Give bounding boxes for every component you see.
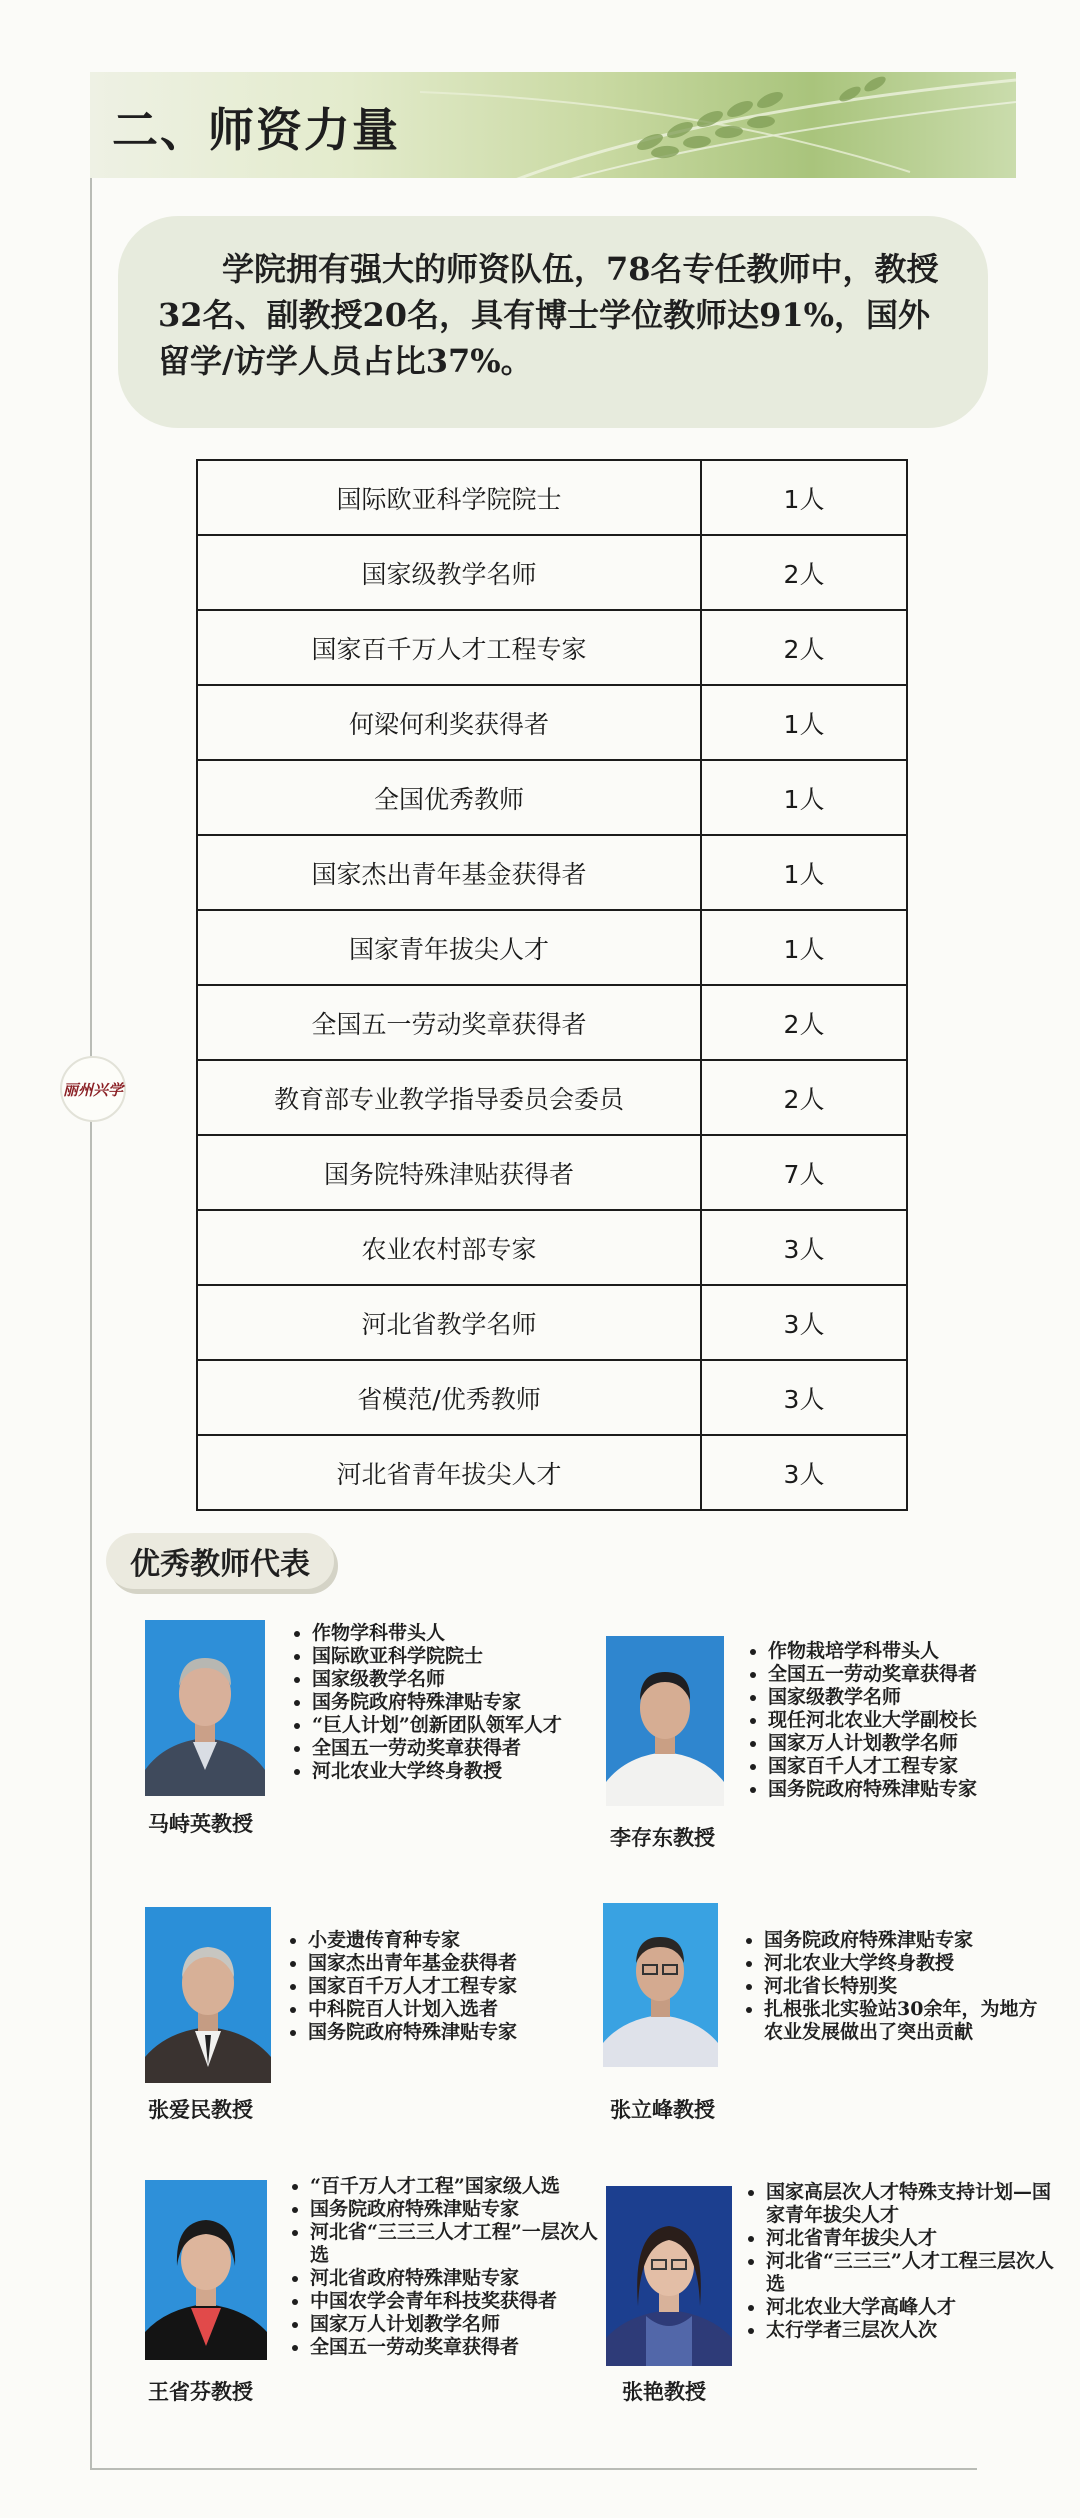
list-item: • 国家百千万人才工程专家 bbox=[308, 1975, 598, 1998]
table-row bbox=[197, 760, 907, 835]
list-item: • 河北农业大学终身教授 bbox=[312, 1760, 592, 1783]
honor-title: 全国优秀教师 bbox=[197, 760, 701, 835]
teacher-name: 李存东教授 bbox=[610, 1825, 715, 1850]
list-item: • 国家级教学名师 bbox=[768, 1686, 1068, 1709]
list-item: • 国务院政府特殊津贴专家 bbox=[310, 2198, 600, 2221]
honor-count: 2人 bbox=[701, 985, 907, 1060]
honor-count: 3人 bbox=[701, 1210, 907, 1285]
teacher-honor-list bbox=[740, 2181, 1066, 2342]
honor-title: 全国五一劳动奖章获得者 bbox=[197, 985, 701, 1060]
honor-title: 教育部专业教学指导委员会委员 bbox=[197, 1060, 701, 1135]
honor-title: 国家百千万人才工程专家 bbox=[197, 610, 701, 685]
honor-title: 河北省教学名师 bbox=[197, 1285, 701, 1360]
honor-count: 3人 bbox=[701, 1285, 907, 1360]
list-item: • 河北省政府特殊津贴专家 bbox=[310, 2267, 600, 2290]
teacher-name: 张艳教授 bbox=[622, 2379, 706, 2404]
honor-count: 2人 bbox=[701, 535, 907, 610]
honor-count: 1人 bbox=[701, 910, 907, 985]
honor-title: 河北省青年拔尖人才 bbox=[197, 1435, 701, 1510]
list-item: • “百千万人才工程”国家级人选 bbox=[310, 2175, 600, 2198]
honor-title: 国家杰出青年基金获得者 bbox=[197, 835, 701, 910]
honor-count: 1人 bbox=[701, 760, 907, 835]
honor-title: 何梁何利奖获得者 bbox=[197, 685, 701, 760]
table-row bbox=[197, 1060, 907, 1135]
honor-title: 国务院特殊津贴获得者 bbox=[197, 1135, 701, 1210]
teacher-photo bbox=[606, 1636, 724, 1806]
table-row bbox=[197, 1360, 907, 1435]
list-item: • 中科院百人计划入选者 bbox=[308, 1998, 598, 2021]
honor-count: 2人 bbox=[701, 610, 907, 685]
honors-table bbox=[196, 459, 908, 1511]
table-row bbox=[197, 535, 907, 610]
page-frame-bottom bbox=[90, 2468, 977, 2470]
list-item: • 国务院政府特殊津贴专家 bbox=[764, 1929, 1054, 1952]
teacher-photo bbox=[603, 1903, 718, 2067]
table-row bbox=[197, 610, 907, 685]
teacher-honor-list bbox=[286, 1622, 592, 1783]
list-item: • 作物学科带头人 bbox=[312, 1622, 592, 1645]
list-item: • 全国五一劳动奖章获得者 bbox=[312, 1737, 592, 1760]
list-item: • 现任河北农业大学副校长 bbox=[768, 1709, 1068, 1732]
teacher-photo bbox=[606, 2186, 732, 2366]
list-item: • 作物栽培学科带头人 bbox=[768, 1640, 1068, 1663]
teacher-honor-list bbox=[282, 1929, 598, 2044]
honor-count: 2人 bbox=[701, 1060, 907, 1135]
list-item: • 国务院政府特殊津贴专家 bbox=[312, 1691, 592, 1714]
list-item: • 河北省长特别奖 bbox=[764, 1975, 1054, 1998]
page-frame-left bbox=[90, 175, 92, 2470]
teacher-name: 张立峰教授 bbox=[610, 2097, 715, 2122]
list-item: • 太行学者三层次人次 bbox=[766, 2319, 1066, 2342]
honor-count: 1人 bbox=[701, 460, 907, 535]
honor-count: 3人 bbox=[701, 1360, 907, 1435]
list-item: • 河北农业大学终身教授 bbox=[764, 1952, 1054, 1975]
table-row bbox=[197, 1135, 907, 1210]
list-item: • “巨人计划”创新团队领军人才 bbox=[312, 1714, 592, 1737]
teacher-photo bbox=[145, 1907, 271, 2083]
teacher-photo bbox=[145, 2180, 267, 2360]
list-item: • 小麦遗传育种专家 bbox=[308, 1929, 598, 1952]
honor-count: 1人 bbox=[701, 835, 907, 910]
list-item: • 国家杰出青年基金获得者 bbox=[308, 1952, 598, 1975]
honor-title: 国家级教学名师 bbox=[197, 535, 701, 610]
list-item: • 国务院政府特殊津贴专家 bbox=[308, 2021, 598, 2044]
list-item: • 国际欧亚科学院院士 bbox=[312, 1645, 592, 1668]
honor-count: 7人 bbox=[701, 1135, 907, 1210]
honor-title: 国际欧亚科学院院士 bbox=[197, 460, 701, 535]
table-row bbox=[197, 1285, 907, 1360]
teacher-honor-list bbox=[742, 1640, 1068, 1801]
list-item: • 河北农业大学高峰人才 bbox=[766, 2296, 1066, 2319]
honor-title: 国家青年拔尖人才 bbox=[197, 910, 701, 985]
table-row bbox=[197, 910, 907, 985]
list-item: • 国家高层次人才特殊支持计划—国家青年拔尖人才 bbox=[766, 2181, 1066, 2227]
table-row bbox=[197, 1435, 907, 1510]
teachers-tag: 优秀教师代表 bbox=[106, 1533, 334, 1589]
section-banner bbox=[90, 72, 1016, 178]
list-item: • 全国五一劳动奖章获得者 bbox=[768, 1663, 1068, 1686]
table-row bbox=[197, 835, 907, 910]
section-title: 二、师资力量 bbox=[112, 103, 400, 157]
table-row bbox=[197, 460, 907, 535]
list-item: • 国家万人计划教学名师 bbox=[310, 2313, 600, 2336]
college-logo bbox=[60, 1056, 126, 1122]
teacher-name: 马峙英教授 bbox=[148, 1811, 253, 1836]
list-item: • 河北省青年拔尖人才 bbox=[766, 2227, 1066, 2250]
list-item: • 扎根张北实验站30余年，为地方农业发展做出了突出贡献 bbox=[764, 1998, 1054, 2044]
list-item: • 国家百千人才工程专家 bbox=[768, 1755, 1068, 1778]
teacher-photo bbox=[145, 1620, 265, 1796]
teacher-honor-list bbox=[738, 1929, 1054, 2044]
teacher-name: 张爱民教授 bbox=[148, 2097, 253, 2122]
list-item: • 中国农学会青年科技奖获得者 bbox=[310, 2290, 600, 2313]
intro-text: 学院拥有强大的师资队伍，78名专任教师中，教授32名、副教授20名，具有博士学位教师达91%，国外留学/访学人员占比37%。 bbox=[118, 216, 988, 428]
honor-title: 省模范/优秀教师 bbox=[197, 1360, 701, 1435]
honor-count: 1人 bbox=[701, 685, 907, 760]
table-row bbox=[197, 685, 907, 760]
list-item: • 国家级教学名师 bbox=[312, 1668, 592, 1691]
honor-count: 3人 bbox=[701, 1435, 907, 1510]
list-item: • 全国五一劳动奖章获得者 bbox=[310, 2336, 600, 2359]
honor-title: 农业农村部专家 bbox=[197, 1210, 701, 1285]
table-row bbox=[197, 985, 907, 1060]
list-item: • 河北省“三三三人才工程”一层次人选 bbox=[310, 2221, 600, 2267]
teacher-name: 王省芬教授 bbox=[148, 2379, 253, 2404]
list-item: • 国务院政府特殊津贴专家 bbox=[768, 1778, 1068, 1801]
teacher-honor-list bbox=[284, 2175, 600, 2359]
list-item: • 河北省“三三三”人才工程三层次人选 bbox=[766, 2250, 1066, 2296]
list-item: • 国家万人计划教学名师 bbox=[768, 1732, 1068, 1755]
table-row bbox=[197, 1210, 907, 1285]
college-logo-text: 丽州兴学 bbox=[62, 1080, 123, 1099]
